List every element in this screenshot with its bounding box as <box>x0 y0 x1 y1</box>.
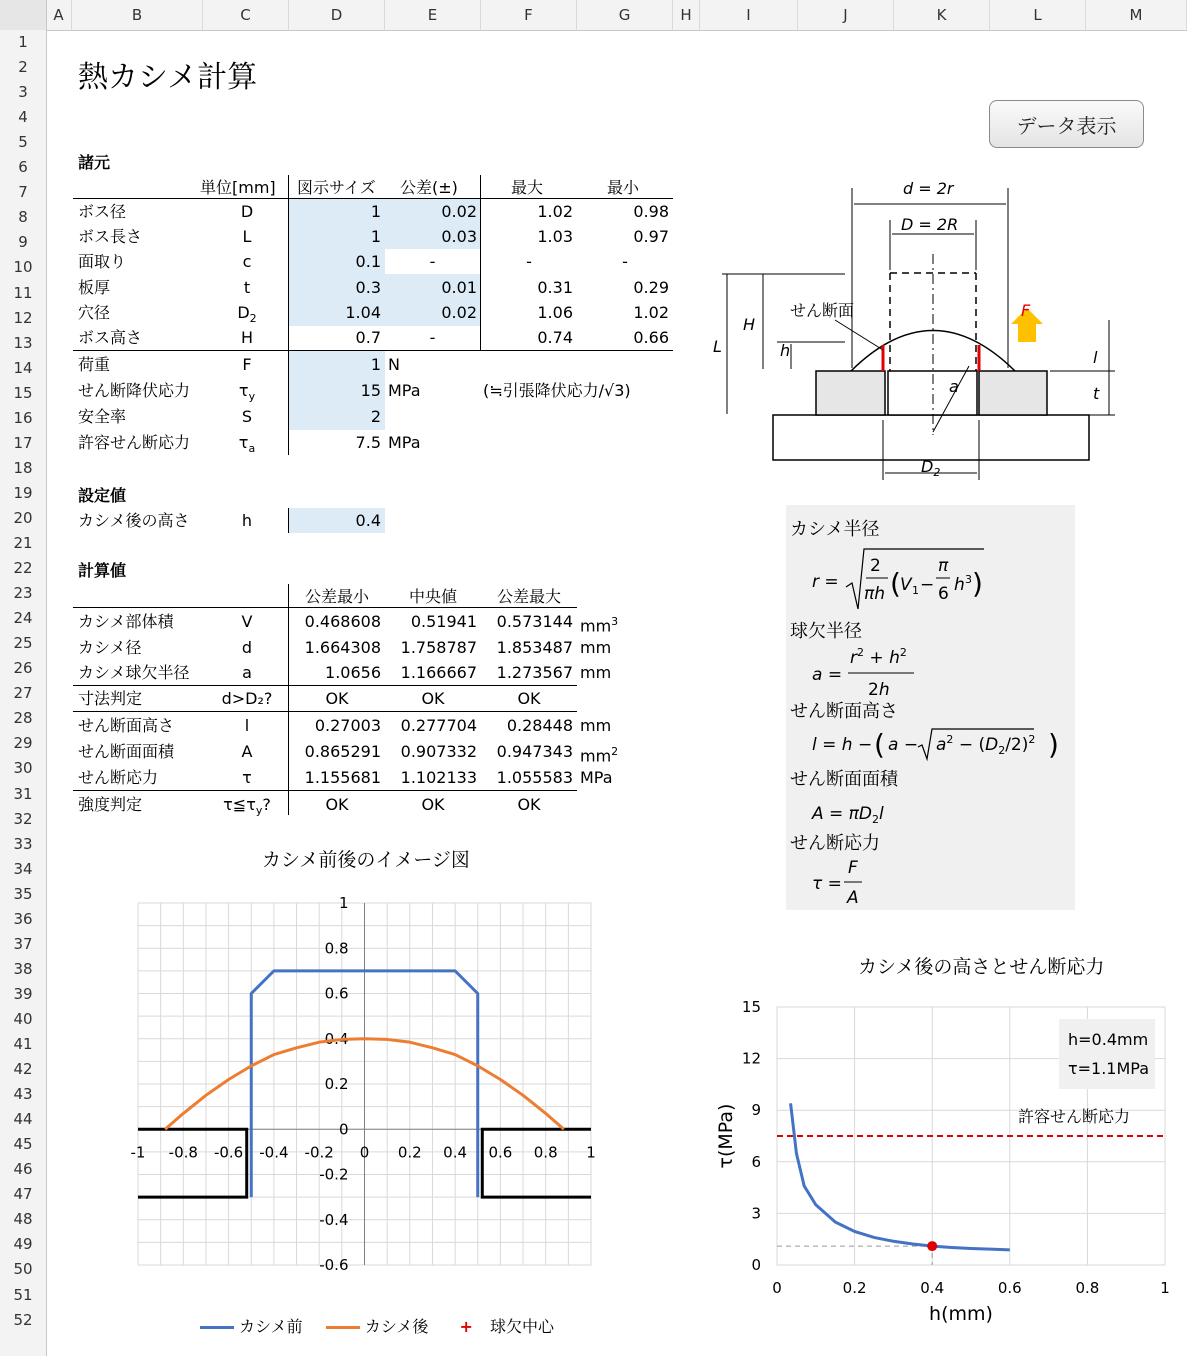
spec-name: 板厚 <box>78 277 111 297</box>
row-header-29[interactable]: 29 <box>13 734 33 753</box>
row-header-40[interactable]: 40 <box>13 1009 33 1028</box>
calc-unit: mm <box>580 638 612 657</box>
load-value[interactable]: 7.5 <box>355 433 381 452</box>
row-header-36[interactable]: 36 <box>13 909 33 928</box>
svg-text:2h: 2h <box>868 680 890 699</box>
spec-symbol: L <box>242 227 252 247</box>
D2-label: D <box>921 457 934 476</box>
hdr-max: 最大 <box>511 178 544 197</box>
spec-min: 0.97 <box>633 227 669 247</box>
row-header-3[interactable]: 3 <box>18 83 28 102</box>
calc-value: 0.573144 <box>496 612 573 631</box>
a-label: a <box>949 377 959 396</box>
yield-note: (≒引張降伏応力/√3) <box>483 381 631 400</box>
x-tick-label: 0.4 <box>443 1143 468 1162</box>
svg-text:τ =: τ = <box>812 874 842 894</box>
calc-unit-sup: 2 <box>611 745 619 758</box>
x-tick-label: -1 <box>130 1143 146 1162</box>
spec-size[interactable]: 0.7 <box>355 328 381 347</box>
row-header-44[interactable]: 44 <box>13 1110 33 1129</box>
d-label: d = 2r <box>903 179 954 198</box>
annotation-tau: τ=1.1MPa <box>1068 1059 1150 1078</box>
y-tick-label: 1 <box>338 894 349 912</box>
calc-symbol: l <box>244 716 250 735</box>
svg-text:πh: πh <box>864 584 886 604</box>
calc-name: 寸法判定 <box>78 689 143 708</box>
row-header-16[interactable]: 16 <box>13 408 33 427</box>
y-tick-label: 0.8 <box>324 939 349 958</box>
calc-value: OK <box>325 689 349 708</box>
spec-tolerance[interactable]: 0.03 <box>441 227 477 247</box>
calc-value: 0.51941 <box>410 612 477 631</box>
calc-value: 1.758787 <box>400 638 477 657</box>
calc-value: 0.947343 <box>496 742 573 761</box>
row-header-48[interactable]: 48 <box>13 1210 33 1229</box>
spec-max: 0.74 <box>537 328 573 347</box>
spec-max: 1.06 <box>537 302 573 322</box>
row-header-43[interactable]: 43 <box>13 1085 33 1104</box>
calc-symbol: d <box>241 638 253 657</box>
y-tick-label: 12 <box>741 1049 761 1068</box>
legend-before: カシメ前 <box>239 1317 303 1336</box>
calc-value: 1.664308 <box>304 638 381 657</box>
calc-unit: mm <box>580 716 612 735</box>
row-header-8[interactable]: 8 <box>18 208 28 227</box>
spec-tolerance[interactable]: - <box>429 252 436 272</box>
calc-name: カシメ球欠半径 <box>78 663 190 682</box>
column-header-F[interactable]: F <box>481 0 577 30</box>
svg-text:(: ( <box>890 567 901 600</box>
calc-value: 1.0656 <box>325 663 381 682</box>
column-header-C[interactable]: C <box>203 0 289 30</box>
row-header-28[interactable]: 28 <box>13 709 33 728</box>
row-header-41[interactable]: 41 <box>13 1035 33 1053</box>
calc-symbol: V <box>241 612 253 631</box>
column-header-K[interactable]: K <box>894 0 990 30</box>
spec-max: 1.02 <box>537 202 573 221</box>
svg-text:π: π <box>938 556 949 576</box>
stress-chart <box>710 990 1187 1335</box>
load-name: 荷重 <box>78 355 111 374</box>
column-header-D[interactable]: D <box>289 0 385 30</box>
calc-value: OK <box>517 689 541 708</box>
calc-symbol: a <box>242 663 252 682</box>
load-symbol: F <box>242 355 252 374</box>
spec-symbol: D <box>240 202 254 221</box>
column-header-E[interactable]: E <box>385 0 481 30</box>
y-tick-label: -0.4 <box>319 1210 349 1229</box>
calc-unit: $mm^2$ <box>580 745 619 766</box>
calc-symbol: τ <box>242 768 252 787</box>
spec-min: 0.66 <box>633 328 669 347</box>
h-label: h <box>780 341 791 360</box>
row-header-13[interactable]: 13 <box>13 333 33 352</box>
spec-name: ボス高さ <box>78 328 143 347</box>
load-value[interactable]: 1 <box>370 355 381 374</box>
y-tick-label: -0.2 <box>319 1165 349 1184</box>
spec-tolerance[interactable]: 0.02 <box>441 202 477 221</box>
hdr-size: 図示サイズ <box>297 178 376 197</box>
x-tick-label: 0.8 <box>533 1143 558 1162</box>
formula-panel <box>786 505 1075 910</box>
allowable-label: 許容せん断応力 <box>1017 1107 1130 1126</box>
spec-min: 0.98 <box>633 202 669 221</box>
y-tick-label: 3 <box>751 1204 761 1223</box>
row-header-38[interactable]: 38 <box>13 959 33 978</box>
row-header-30[interactable]: 30 <box>13 759 33 778</box>
row-header-37[interactable]: 37 <box>13 934 33 953</box>
tau-curve <box>791 1103 1010 1250</box>
svg-text:6: 6 <box>938 584 949 604</box>
calc-value: 1.102133 <box>400 768 477 787</box>
load-name: 安全率 <box>78 407 127 426</box>
L-label: L <box>713 337 722 356</box>
row-header-32[interactable]: 32 <box>13 809 33 828</box>
calc-value: OK <box>421 689 445 708</box>
spec-size[interactable]: 1 <box>370 202 381 221</box>
calc-value: 1.055583 <box>496 768 573 787</box>
svg-text:−: − <box>920 575 935 595</box>
load-value[interactable]: 2 <box>370 407 381 426</box>
row-header-2[interactable]: 2 <box>18 58 28 77</box>
spec-tolerance[interactable]: 0.02 <box>441 302 477 322</box>
select-all-corner[interactable] <box>0 0 47 30</box>
legend-after: カシメ後 <box>364 1317 429 1336</box>
setting-sym: h <box>241 511 253 530</box>
row-header-51[interactable]: 51 <box>13 1285 33 1304</box>
row-header-5[interactable]: 5 <box>18 133 28 152</box>
x-tick-label: 1 <box>1160 1279 1170 1297</box>
row-header-52[interactable]: 52 <box>13 1310 33 1329</box>
calc-value: 0.907332 <box>400 742 477 761</box>
svg-text:F: F <box>848 858 858 878</box>
setting-heading: 設定値 <box>78 486 127 505</box>
y-tick-label: 0.6 <box>324 984 349 1003</box>
boss-diagram <box>705 170 1115 480</box>
x-tick-label: -0.8 <box>168 1143 198 1162</box>
spec-symbol: H <box>240 328 254 347</box>
calc-symbol-tail: ? <box>262 795 271 814</box>
row-header-33[interactable]: 33 <box>13 834 33 853</box>
x-tick-label: -0.2 <box>304 1143 334 1162</box>
calc-unit: $mm^3$ <box>580 615 619 636</box>
row-header-34[interactable]: 34 <box>13 859 33 878</box>
formula-tau <box>806 855 926 911</box>
F-label: F <box>1021 301 1031 320</box>
load-unit: MPa <box>388 433 421 452</box>
row-header-27[interactable]: 27 <box>13 684 33 703</box>
calc-hdr-min: 公差最小 <box>304 587 369 606</box>
formula-tau-label: せん断応力 <box>790 833 880 854</box>
row-header-49[interactable]: 49 <box>13 1235 33 1254</box>
spec-min: - <box>622 252 628 272</box>
row-header-50[interactable]: 50 <box>13 1260 33 1279</box>
row-header-6[interactable]: 6 <box>18 158 28 177</box>
setting-name: カシメ後の高さ <box>78 511 190 530</box>
formula-a <box>806 643 1006 699</box>
spec-name: ボス径 <box>78 202 127 221</box>
spec-name: ボス長さ <box>78 227 143 247</box>
row-header-25[interactable]: 25 <box>13 634 33 653</box>
calc-name: せん断応力 <box>78 768 159 787</box>
x-tick-label: -0.6 <box>213 1143 244 1162</box>
row-header-47[interactable]: 47 <box>13 1185 33 1204</box>
calc-name: せん断面高さ <box>78 716 175 735</box>
H-label: H <box>743 315 756 334</box>
column-header-L[interactable]: L <box>990 0 1086 30</box>
svg-text:1: 1 <box>912 584 919 597</box>
row-header-7[interactable]: 7 <box>18 183 28 202</box>
row-header-39[interactable]: 39 <box>13 984 33 1003</box>
svg-text:a −: a − <box>888 735 919 755</box>
setting-value[interactable]: 0.4 <box>355 511 381 530</box>
row-header-4[interactable]: 4 <box>18 108 28 127</box>
row-header-24[interactable]: 24 <box>13 609 33 628</box>
load-symbol-sub: a <box>248 442 256 456</box>
x-tick-label: -0.4 <box>259 1143 289 1162</box>
y-tick-label: 15 <box>741 998 761 1016</box>
spec-max: 0.31 <box>537 277 573 297</box>
spec-max: - <box>526 252 532 272</box>
plus-icon: + <box>459 1317 473 1336</box>
calc-value: 0.468608 <box>304 612 381 631</box>
x-tick-label: 0.2 <box>842 1279 867 1297</box>
spec-size[interactable]: 0.3 <box>355 277 381 297</box>
calc-value: 1.155681 <box>304 768 381 787</box>
load-unit: N <box>388 355 400 374</box>
legend-swatch-before <box>200 1326 234 1329</box>
formula-l-label: せん断面高さ <box>790 701 898 722</box>
spec-heading: 諸元 <box>78 153 111 172</box>
spec-tolerance[interactable]: - <box>429 328 436 347</box>
spec-size[interactable]: 1 <box>370 227 381 247</box>
chart2-title: カシメ後の高さとせん断応力 <box>858 956 1105 978</box>
spec-min: 0.29 <box>633 277 669 297</box>
svg-text:l = h −: l = h − <box>812 735 873 755</box>
svg-text:r =: r = <box>812 572 839 592</box>
row-header-10[interactable]: 10 <box>13 258 33 277</box>
calc-value: OK <box>421 795 445 814</box>
row-header-11[interactable]: 11 <box>13 283 33 302</box>
y-tick-label: 0.2 <box>324 1075 349 1093</box>
row-header-31[interactable]: 31 <box>13 784 33 803</box>
row-header-21[interactable]: 21 <box>13 534 33 552</box>
column-header-M[interactable]: M <box>1086 0 1187 30</box>
formula-r-label: カシメ半径 <box>790 519 880 540</box>
svg-text:A = πD2l: $A = \pi D_2l$ <box>812 804 884 826</box>
spec-tolerance[interactable]: 0.01 <box>441 277 477 297</box>
calc-name: 強度判定 <box>78 795 143 814</box>
calc-value: 0.277704 <box>400 716 477 735</box>
spec-size[interactable]: 1.04 <box>345 302 381 322</box>
svg-text:3: 3 <box>965 573 972 586</box>
calc-unit: mm <box>580 663 612 682</box>
plate-left <box>138 1129 247 1197</box>
x-tick-label: 0.4 <box>920 1279 945 1297</box>
x-tick-label: 0.8 <box>1075 1279 1100 1297</box>
current-point <box>927 1241 937 1251</box>
load-symbol: S <box>241 407 253 426</box>
load-name: 許容せん断応力 <box>78 433 191 452</box>
show-data-button[interactable]: データ表示 <box>989 100 1144 148</box>
y-tick-label: 0 <box>338 1120 349 1139</box>
image-chart <box>120 890 610 1280</box>
row-header-26[interactable]: 26 <box>13 659 33 678</box>
calc-value: OK <box>325 795 349 814</box>
x-axis-title: h(mm) <box>929 1303 993 1325</box>
column-header-A[interactable]: A <box>46 0 72 30</box>
svg-text:V: V <box>900 575 912 595</box>
x-tick-label: 0.6 <box>488 1143 513 1162</box>
load-symbol: $\tau_a$ <box>238 433 256 456</box>
row-header-42[interactable]: 42 <box>13 1060 33 1079</box>
y-tick-label: 9 <box>751 1101 761 1120</box>
row-header-15[interactable]: 15 <box>13 383 33 402</box>
calc-value: 0.865291 <box>304 742 381 761</box>
row-header-14[interactable]: 14 <box>13 358 33 377</box>
chart1-legend <box>200 1314 554 1339</box>
column-header-H[interactable]: H <box>673 0 700 30</box>
spec-symbol: c <box>242 252 252 272</box>
calc-symbol: d>D₂? <box>221 689 273 708</box>
row-header-45[interactable]: 45 <box>13 1135 33 1154</box>
y-tick-label: 0 <box>751 1256 761 1274</box>
svg-text:r2 + h2: $r^2 + h^2$ <box>850 646 907 668</box>
calc-value: 1.166667 <box>400 663 477 682</box>
row-header-12[interactable]: 12 <box>13 308 33 327</box>
spec-name: 面取り <box>78 252 127 272</box>
svg-text:a =: a = <box>812 665 843 685</box>
calc-hdr-max: 公差最大 <box>496 587 561 606</box>
calc-unit-sup: 3 <box>611 615 619 628</box>
load-value[interactable]: 15 <box>360 381 381 400</box>
spec-symbol: t <box>243 277 251 297</box>
calc-name: せん断面面積 <box>78 742 175 761</box>
load-name: せん断降伏応力 <box>78 381 191 400</box>
formula-r <box>806 543 1066 615</box>
calc-symbol-sub: y <box>255 804 263 818</box>
spec-name: 穴径 <box>78 302 111 322</box>
spec-size[interactable]: 0.1 <box>355 252 381 272</box>
calc-heading: 計算値 <box>78 561 127 580</box>
calc-symbol: $\tau≦\tau_y$? <box>223 795 271 818</box>
annotation-h: h=0.4mm <box>1068 1030 1149 1049</box>
hdr-min: 最小 <box>607 178 640 197</box>
x-tick-label: 0 <box>359 1143 370 1162</box>
row-header-18[interactable]: 18 <box>13 458 33 477</box>
shear-label: せん断面 <box>790 301 855 320</box>
calc-value: 1.273567 <box>496 663 573 682</box>
row-header-9[interactable]: 9 <box>18 233 28 252</box>
calc-name: カシメ部体積 <box>78 612 174 631</box>
formula-A <box>806 795 966 829</box>
calc-name: カシメ径 <box>78 638 142 657</box>
spec-min: 1.02 <box>633 302 669 322</box>
column-header-J[interactable]: J <box>798 0 894 30</box>
column-header-I[interactable]: I <box>700 0 798 30</box>
row-header-46[interactable]: 46 <box>13 1160 33 1179</box>
column-header-G[interactable]: G <box>577 0 673 30</box>
svg-text:(: ( <box>874 728 885 761</box>
spec-symbol: $D_2$ <box>237 302 257 325</box>
calc-value: 0.27003 <box>314 716 381 735</box>
chart1-title: カシメ前後のイメージ図 <box>262 849 470 871</box>
y-axis-title: τ(MPa) <box>715 1103 737 1169</box>
load-symbol: $\tau_y$ <box>238 381 256 404</box>
column-header-B[interactable]: B <box>72 0 203 30</box>
row-header-17[interactable]: 17 <box>13 433 33 452</box>
t-label: t <box>1093 384 1100 403</box>
y-tick-label: 6 <box>751 1152 761 1171</box>
svg-text:): ) <box>1048 728 1059 761</box>
load-symbol-sub: y <box>248 390 256 404</box>
hdr-unit: 単位[mm] <box>200 178 276 197</box>
spec-symbol-sub: 2 <box>249 311 257 325</box>
calc-value: OK <box>517 795 541 814</box>
y-tick-label: 0.4 <box>324 1029 349 1048</box>
row-header-22[interactable]: 22 <box>13 559 33 578</box>
y-tick-label: -0.6 <box>319 1256 349 1274</box>
D-label: D = 2R <box>901 215 959 234</box>
legend-center: 球欠中心 <box>489 1317 554 1336</box>
row-header-1[interactable]: 1 <box>18 33 28 51</box>
calc-unit: MPa <box>580 768 613 787</box>
calc-hdr-mid: 中央値 <box>408 587 457 606</box>
x-tick-label: 0.6 <box>997 1279 1022 1297</box>
x-tick-label: 1 <box>586 1143 596 1162</box>
svg-text:2: 2 <box>870 556 881 576</box>
row-header-35[interactable]: 35 <box>13 884 33 903</box>
l-label: l <box>1093 348 1098 367</box>
sheet-title: 熱カシメ計算 <box>78 60 258 95</box>
x-tick-label: 0.2 <box>397 1143 422 1162</box>
hdr-tol: 公差(±) <box>400 178 458 197</box>
row-header-19[interactable]: 19 <box>13 483 33 502</box>
svg-text:h: h <box>954 575 965 595</box>
row-header-23[interactable]: 23 <box>13 584 33 603</box>
load-unit: MPa <box>388 381 421 400</box>
svg-text:D2: $D_2$ <box>921 457 941 479</box>
plate-right <box>482 1129 591 1197</box>
legend-swatch-after <box>326 1326 360 1329</box>
formula-l <box>806 723 1074 767</box>
calc-value: 0.28448 <box>506 716 573 735</box>
formula-a-label: 球欠半径 <box>790 621 862 642</box>
calc-value: 1.853487 <box>496 638 573 657</box>
formula-A-label: せん断面面積 <box>790 769 898 790</box>
calc-symbol: A <box>241 742 253 761</box>
svg-text:a2 − (D2/2)2: $a^2 - (D_2/2)^2$ <box>936 733 1036 757</box>
spec-max: 1.03 <box>537 227 573 247</box>
x-tick-label: 0 <box>772 1279 782 1297</box>
row-header-20[interactable]: 20 <box>13 508 33 527</box>
svg-text:A: A <box>847 888 859 908</box>
svg-text:): ) <box>972 567 983 600</box>
